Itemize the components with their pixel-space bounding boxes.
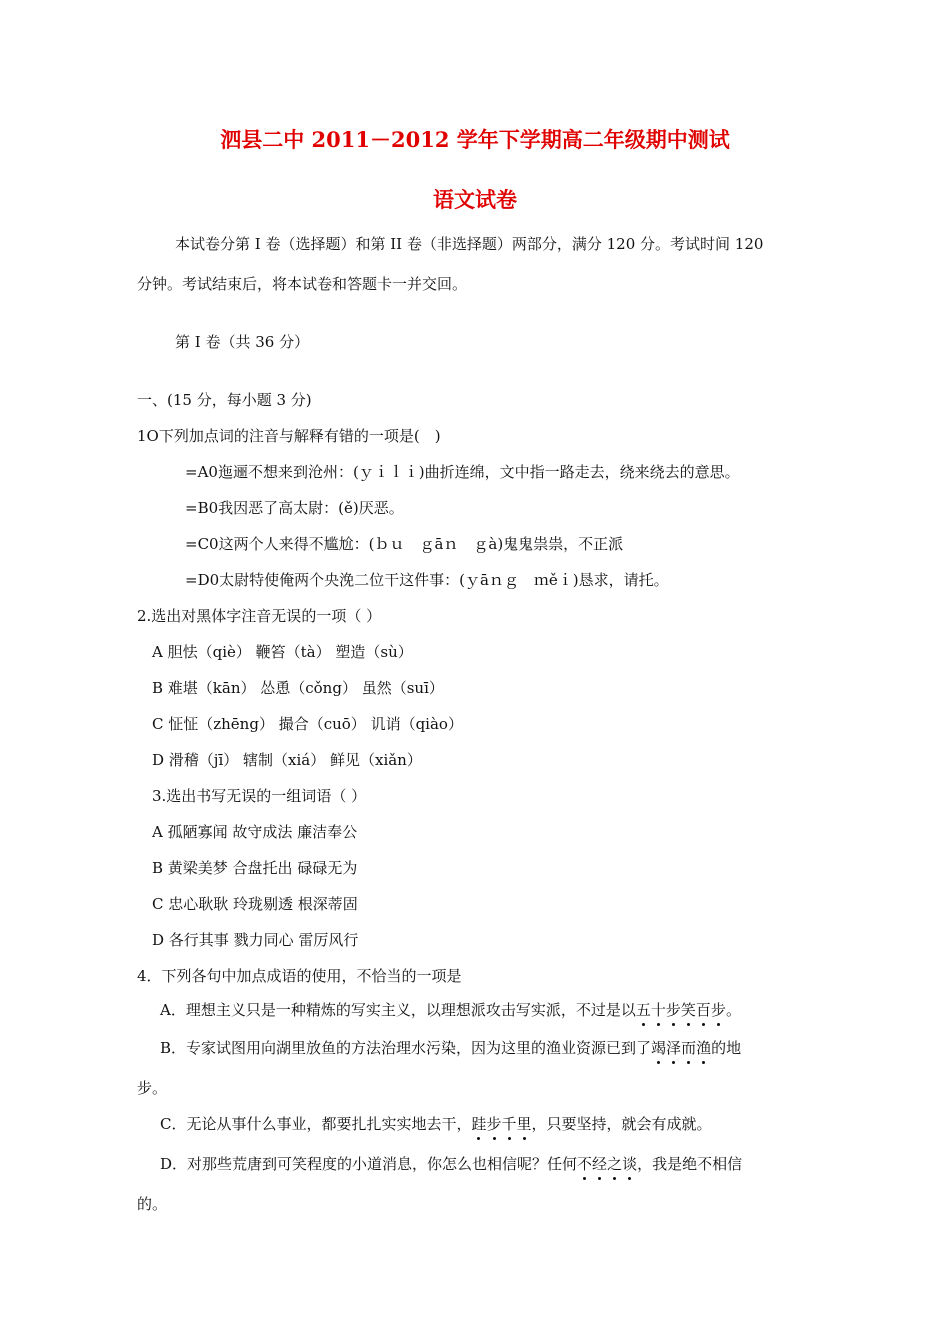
q4-option-d (160, 1154, 742, 1174)
q1-option-d: =D0太尉特使俺两个央浼二位干这件事：(ｙāｎｇ ｍěｉ)恳求，请托。 (185, 571, 669, 589)
dotted-char: 千 (501, 1115, 517, 1133)
q1-option-b: =B0我因恶了高太尉：(ě)厌恶。 (185, 499, 404, 517)
dotted-char: 跬 (471, 1115, 487, 1133)
dotted-char: 步 (486, 1115, 502, 1133)
q4-a-end: 。 (725, 1001, 741, 1019)
dotted-char: 而 (681, 1039, 697, 1057)
q2-option-d: D 滑稽（jī） 辖制（xiá） 鲜见（xiǎn） (152, 751, 422, 769)
dotted-char: 步 (665, 1001, 681, 1019)
dotted-char: 步 (710, 1001, 726, 1019)
dotted-char: 经 (592, 1155, 608, 1173)
part-one-heading: 一、(15 分，每小题 3 分) (137, 391, 312, 409)
q2-stem: 2.选出对黑体字注音无误的一项（ ） (137, 607, 382, 625)
q4-option-b (160, 1038, 741, 1058)
intro-line-2: 分钟。考试结束后，将本试卷和答题卡一并交回。 (137, 275, 468, 293)
q3-stem: 3.选出书写无误的一组词语（ ） (152, 787, 367, 805)
dotted-char: 笑 (680, 1001, 696, 1019)
q3-option-d: D 各行其事 戮力同心 雷厉风行 (152, 931, 359, 949)
dotted-char: 百 (695, 1001, 711, 1019)
q4-b-text: B．专家试图用向湖里放鱼的方法治理水污染，因为这里的渔业资源已到了 (160, 1039, 652, 1057)
dotted-char: 里 (516, 1115, 532, 1133)
q4-c-end: ，只要坚持，就会有成就。 (531, 1115, 712, 1133)
q3-option-c: C 忠心耿耿 玲珑剔透 根深蒂固 (152, 895, 358, 913)
q4-d-dotted-idiom (577, 1155, 637, 1173)
q1-option-a: =A0迤逦不想来到沧州：(ｙｉｌｉ)曲折连绵，文中指一路走去，绕来绕去的意思。 (185, 463, 740, 481)
q1-stem: 1O下列加点词的注音与解释有错的一项是( ) (137, 427, 441, 445)
dotted-char: 谈 (622, 1155, 638, 1173)
q4-d-end: ，我是绝不相信 (637, 1155, 743, 1173)
q4-a-dotted-idiom (636, 1001, 726, 1019)
dotted-char: 五 (635, 1001, 651, 1019)
q4-option-b-continued: 步。 (137, 1079, 168, 1097)
q4-option-c (160, 1114, 712, 1134)
q1-option-c: =C0这两个人来得不尴尬：(ｂｕ ｇāｎ ｇà)鬼鬼祟祟，不正派 (185, 535, 624, 553)
q4-d-text: D．对那些荒唐到可笑程度的小道消息，你怎么也相信呢？任何 (160, 1155, 578, 1173)
q4-b-end: 的地 (711, 1039, 742, 1057)
dotted-char: 竭 (651, 1039, 667, 1057)
q4-c-dotted-idiom (471, 1115, 531, 1133)
q3-option-b: B 黄梁美梦 合盘托出 碌碌无为 (152, 859, 358, 877)
q4-option-d-continued: 的。 (137, 1195, 168, 1213)
dotted-char: 不 (577, 1155, 593, 1173)
intro-line-1: 本试卷分第 I 卷（选择题）和第 II 卷（非选择题）两部分，满分 120 分。考试时间 120 (175, 235, 764, 253)
q4-option-a (160, 1000, 741, 1020)
q4-stem: 4．下列各句中加点成语的使用，不恰当的一项是 (137, 967, 462, 985)
q2-option-a: A 胆怯（qiè） 鞭笞（tà） 塑造（sù） (152, 643, 413, 661)
exam-subtitle: 语文试卷 (433, 187, 517, 212)
dotted-char: 泽 (666, 1039, 682, 1057)
q2-option-b: B 难堪（kān） 怂恿（cǒng） 虽然（suī） (152, 679, 444, 697)
dotted-char: 十 (650, 1001, 666, 1019)
q4-a-text: A．理想主义只是一种精炼的写实主义，以理想派攻击写实派，不过是以 (160, 1001, 636, 1019)
dotted-char: 之 (607, 1155, 623, 1173)
exam-title: 泗县二中 2011－2012 学年下学期高二年级期中测试 (220, 127, 730, 152)
dotted-char: 渔 (696, 1039, 712, 1057)
q4-c-text: C．无论从事什么事业，都要扎扎实实地去干， (160, 1115, 472, 1133)
section-heading: 第 I 卷（共 36 分） (175, 333, 310, 351)
q4-b-dotted-idiom (651, 1039, 711, 1057)
q2-option-c: C 怔怔（zhēng） 撮合（cuō） 讥诮（qiào） (152, 715, 463, 733)
q3-option-a: A 孤陋寡闻 故守成法 廉洁奉公 (152, 823, 358, 841)
